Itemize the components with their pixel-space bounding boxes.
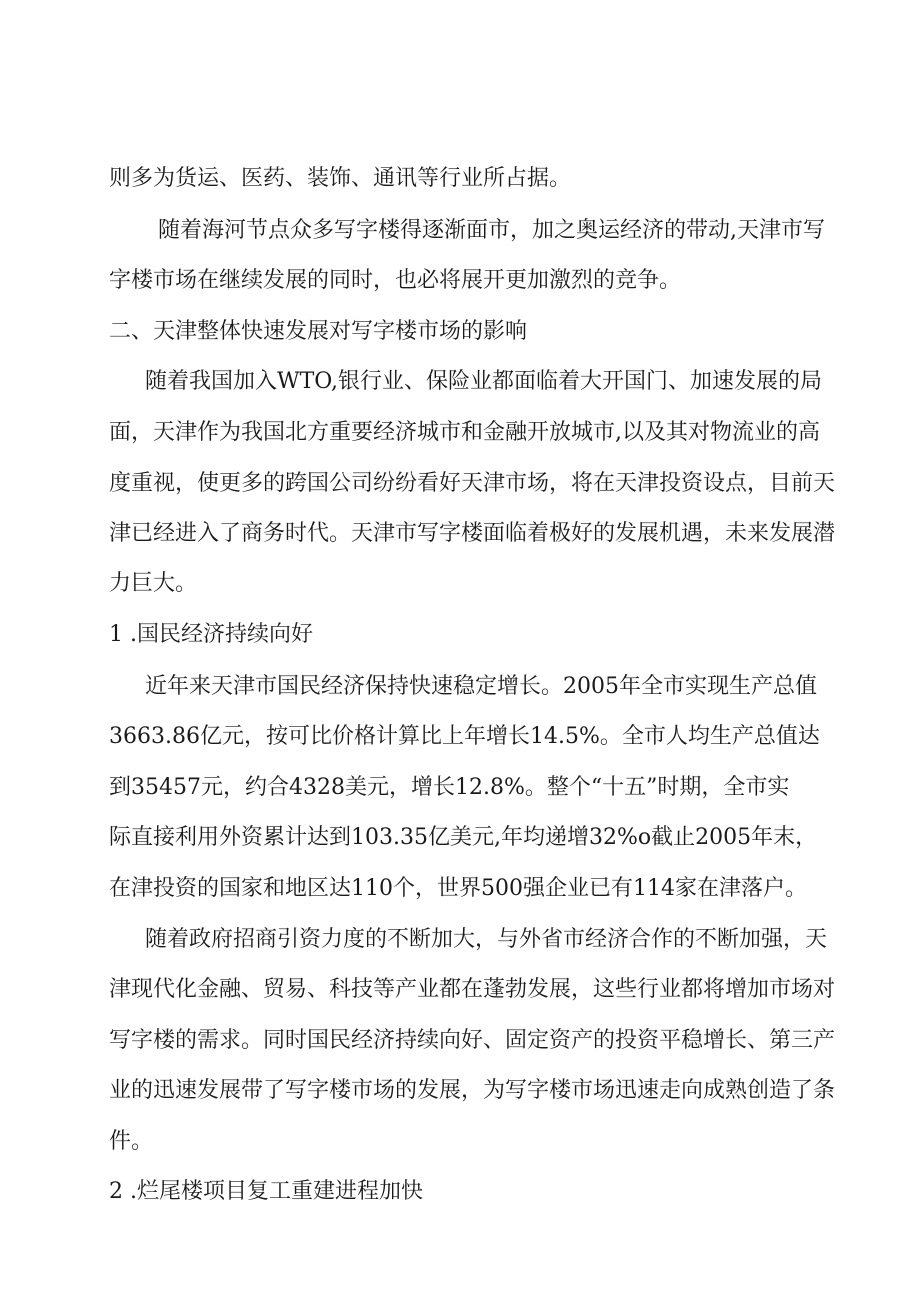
text-line: 在津投资的国家和地区达110个，世界500强企业已有114家在津落户。 — [109, 876, 807, 901]
text-line: 3663.86亿元，按可比价格计算比上年增长14.5%。全市人均生产总值达 — [109, 724, 820, 749]
subsection-heading: 1 .国民经济持续向好 — [109, 622, 313, 647]
text-line: 际直接利用外资累计达到103.35亿美元,年均递增32%o截止2005年末， — [109, 825, 818, 850]
text-line: 字楼市场在继续发展的同时，也必将展开更加激烈的竞争。 — [109, 268, 682, 293]
section-heading: 二、天津整体快速发展对写字楼市场的影响 — [109, 319, 528, 344]
text-line: 近年来天津市国民经济保持快速稳定增长。2005年全市实现生产总值 — [145, 674, 817, 699]
text-line: 件。 — [109, 1129, 154, 1154]
text-line: 面，天津作为我国北方重要经济城市和金融开放城市,以及其对物流业的高 — [109, 420, 820, 445]
text-line: 则多为货运、医药、装饰、通讯等行业所占据。 — [109, 166, 572, 191]
text-line: 随着政府招商引资力度的不断加大，与外省市经济合作的不断加强，天 — [145, 927, 828, 952]
text-line: 业的迅速发展带了写字楼市场的发展，为写字楼市场迅速走向成熟创造了条 — [109, 1078, 836, 1103]
text-line: 度重视，使更多的跨国公司纷纷看好天津市场，将在天津投资设点，目前天 — [109, 471, 836, 496]
text-line: 津现代化金融、贸易、科技等产业都在蓬勃发展，这些行业都将增加市场对 — [109, 977, 836, 1002]
subsection-heading: 2 .烂尾楼项目复工重建进程加快 — [109, 1179, 423, 1204]
text-line: 到35457元，约合4328美元，增长12.8%。整个“十五”时期，全市实 — [109, 775, 790, 800]
text-line: 写字楼的需求。同时国民经济持续向好、固定资产的投资平稳增长、第三产 — [109, 1028, 836, 1053]
text-line: 津已经进入了商务时代。天津市写字楼面临着极好的发展机遇，未来发展潜 — [109, 521, 836, 546]
text-line: 随着我国加入WTO,银行业、保险业都面临着大开国门、加速发展的局 — [145, 369, 823, 394]
text-line: 力巨大。 — [109, 571, 198, 596]
text-line: 随着海河节点众多写字楼得逐渐面市，加之奥运经济的带动,天津市写 — [158, 218, 825, 243]
